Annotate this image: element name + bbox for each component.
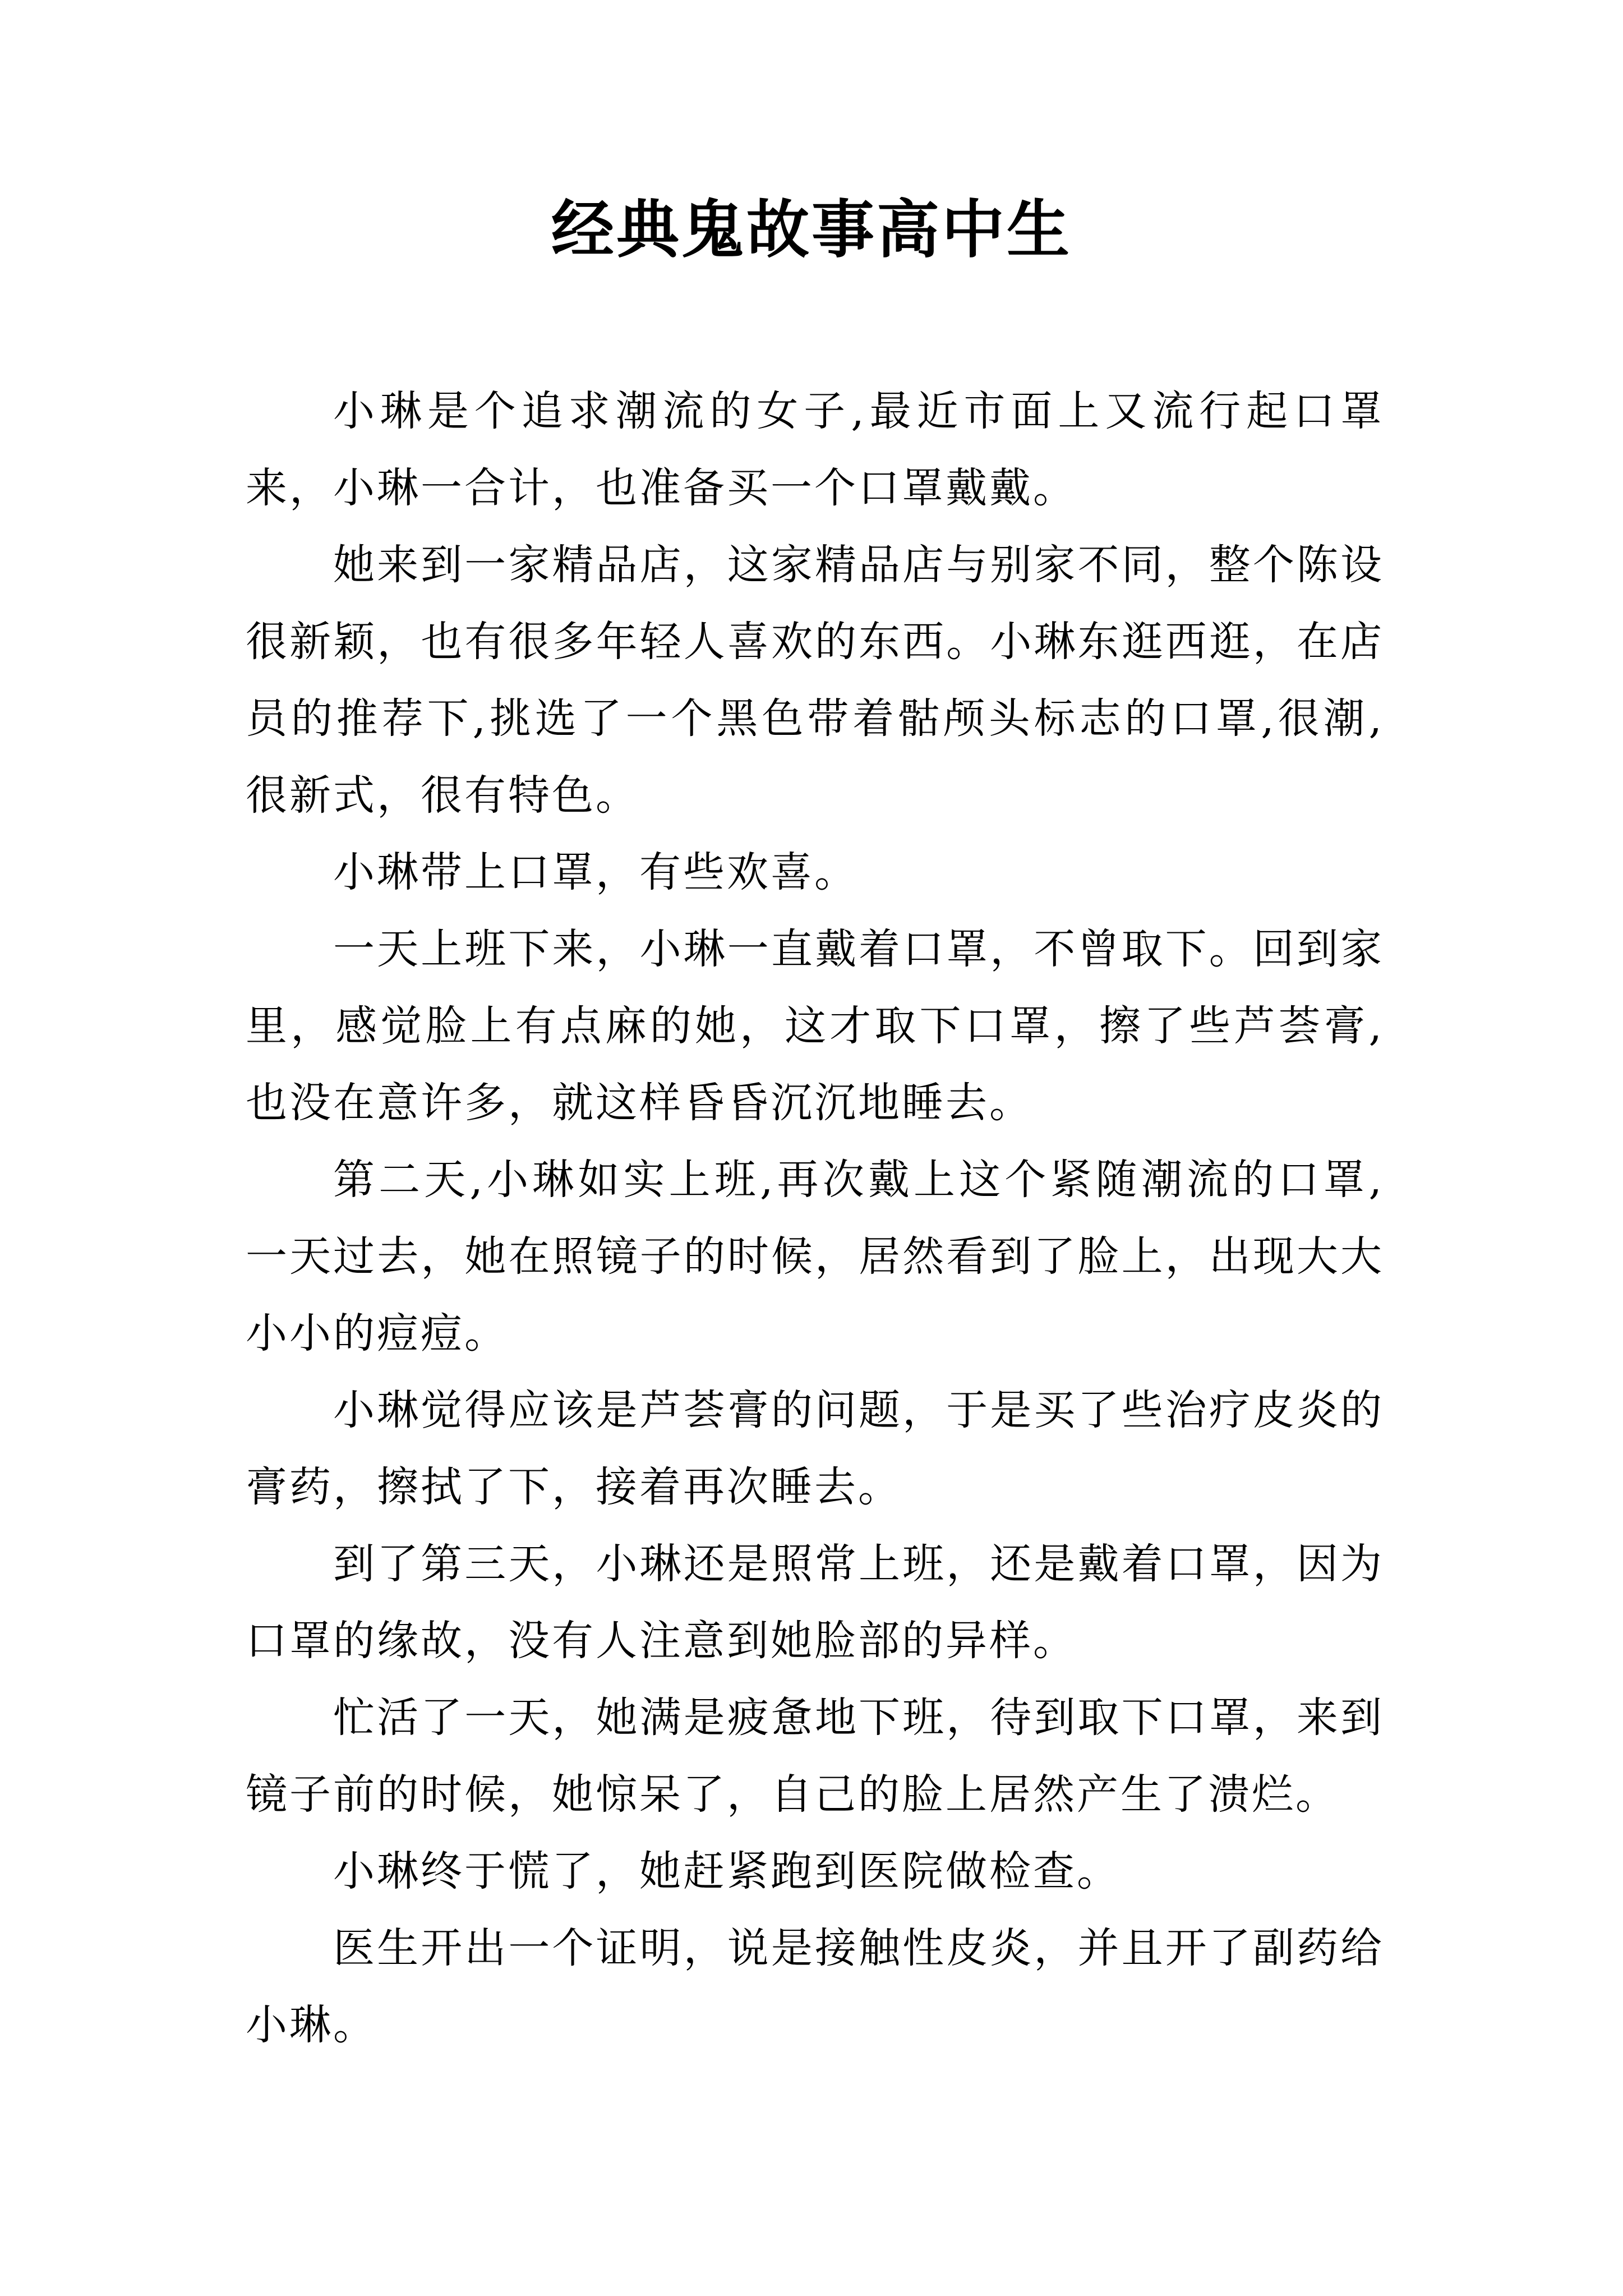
document-title: 经典鬼故事高中生 [551,193,1072,266]
paragraph: 一天上班下来，小琳一直戴着口罩，不曾取下。回到家里，感觉脸上有点麻的她，这才取下口罩，擦了些芦荟膏,也没在意许多，就这样昏昏沉沉地睡去。 [246,925,1384,1127]
paragraph: 小琳终于慌了，她赶紧跑到医院做检查。 [333,1847,1121,1895]
paragraph: 第二天,小琳如实上班,再次戴上这个紧随潮流的口罩,一天过去，她在照镜子的时候，居然看到了脸上，出现大大小小的痘痘。 [246,1156,1384,1358]
paragraph: 医生开出一个证明，说是接触性皮炎，并且开了副药给小琳。 [246,1924,1384,2049]
document-body [246,373,1384,2064]
paragraph: 到了第三天，小琳还是照常上班，还是戴着口罩，因为口罩的缘故，没有人注意到她脸部的异样。 [246,1540,1384,1665]
paragraph: 忙活了一天，她满是疲惫地下班，待到取下口罩，来到镜子前的时候，她惊呆了，自己的脸上居然产生了溃烂。 [246,1694,1384,1819]
paragraph: 小琳带上口罩，有些欢喜。 [333,848,858,896]
paragraph: 小琳觉得应该是芦荟膏的问题，于是买了些治疗皮炎的膏药，擦拭了下，接着再次睡去。 [246,1386,1384,1511]
paragraph: 小琳是个追求潮流的女子,最近市面上又流行起口罩来，小琳一合计，也准备买一个口罩戴戴。 [246,387,1384,512]
paragraph: 她来到一家精品店，这家精品店与别家不同，整个陈设很新颖，也有很多年轻人喜欢的东西。小琳东逛西逛，在店员的推荐下,挑选了一个黑色带着骷颅头标志的口罩,很潮,很新式，很有特色。 [246,541,1384,820]
